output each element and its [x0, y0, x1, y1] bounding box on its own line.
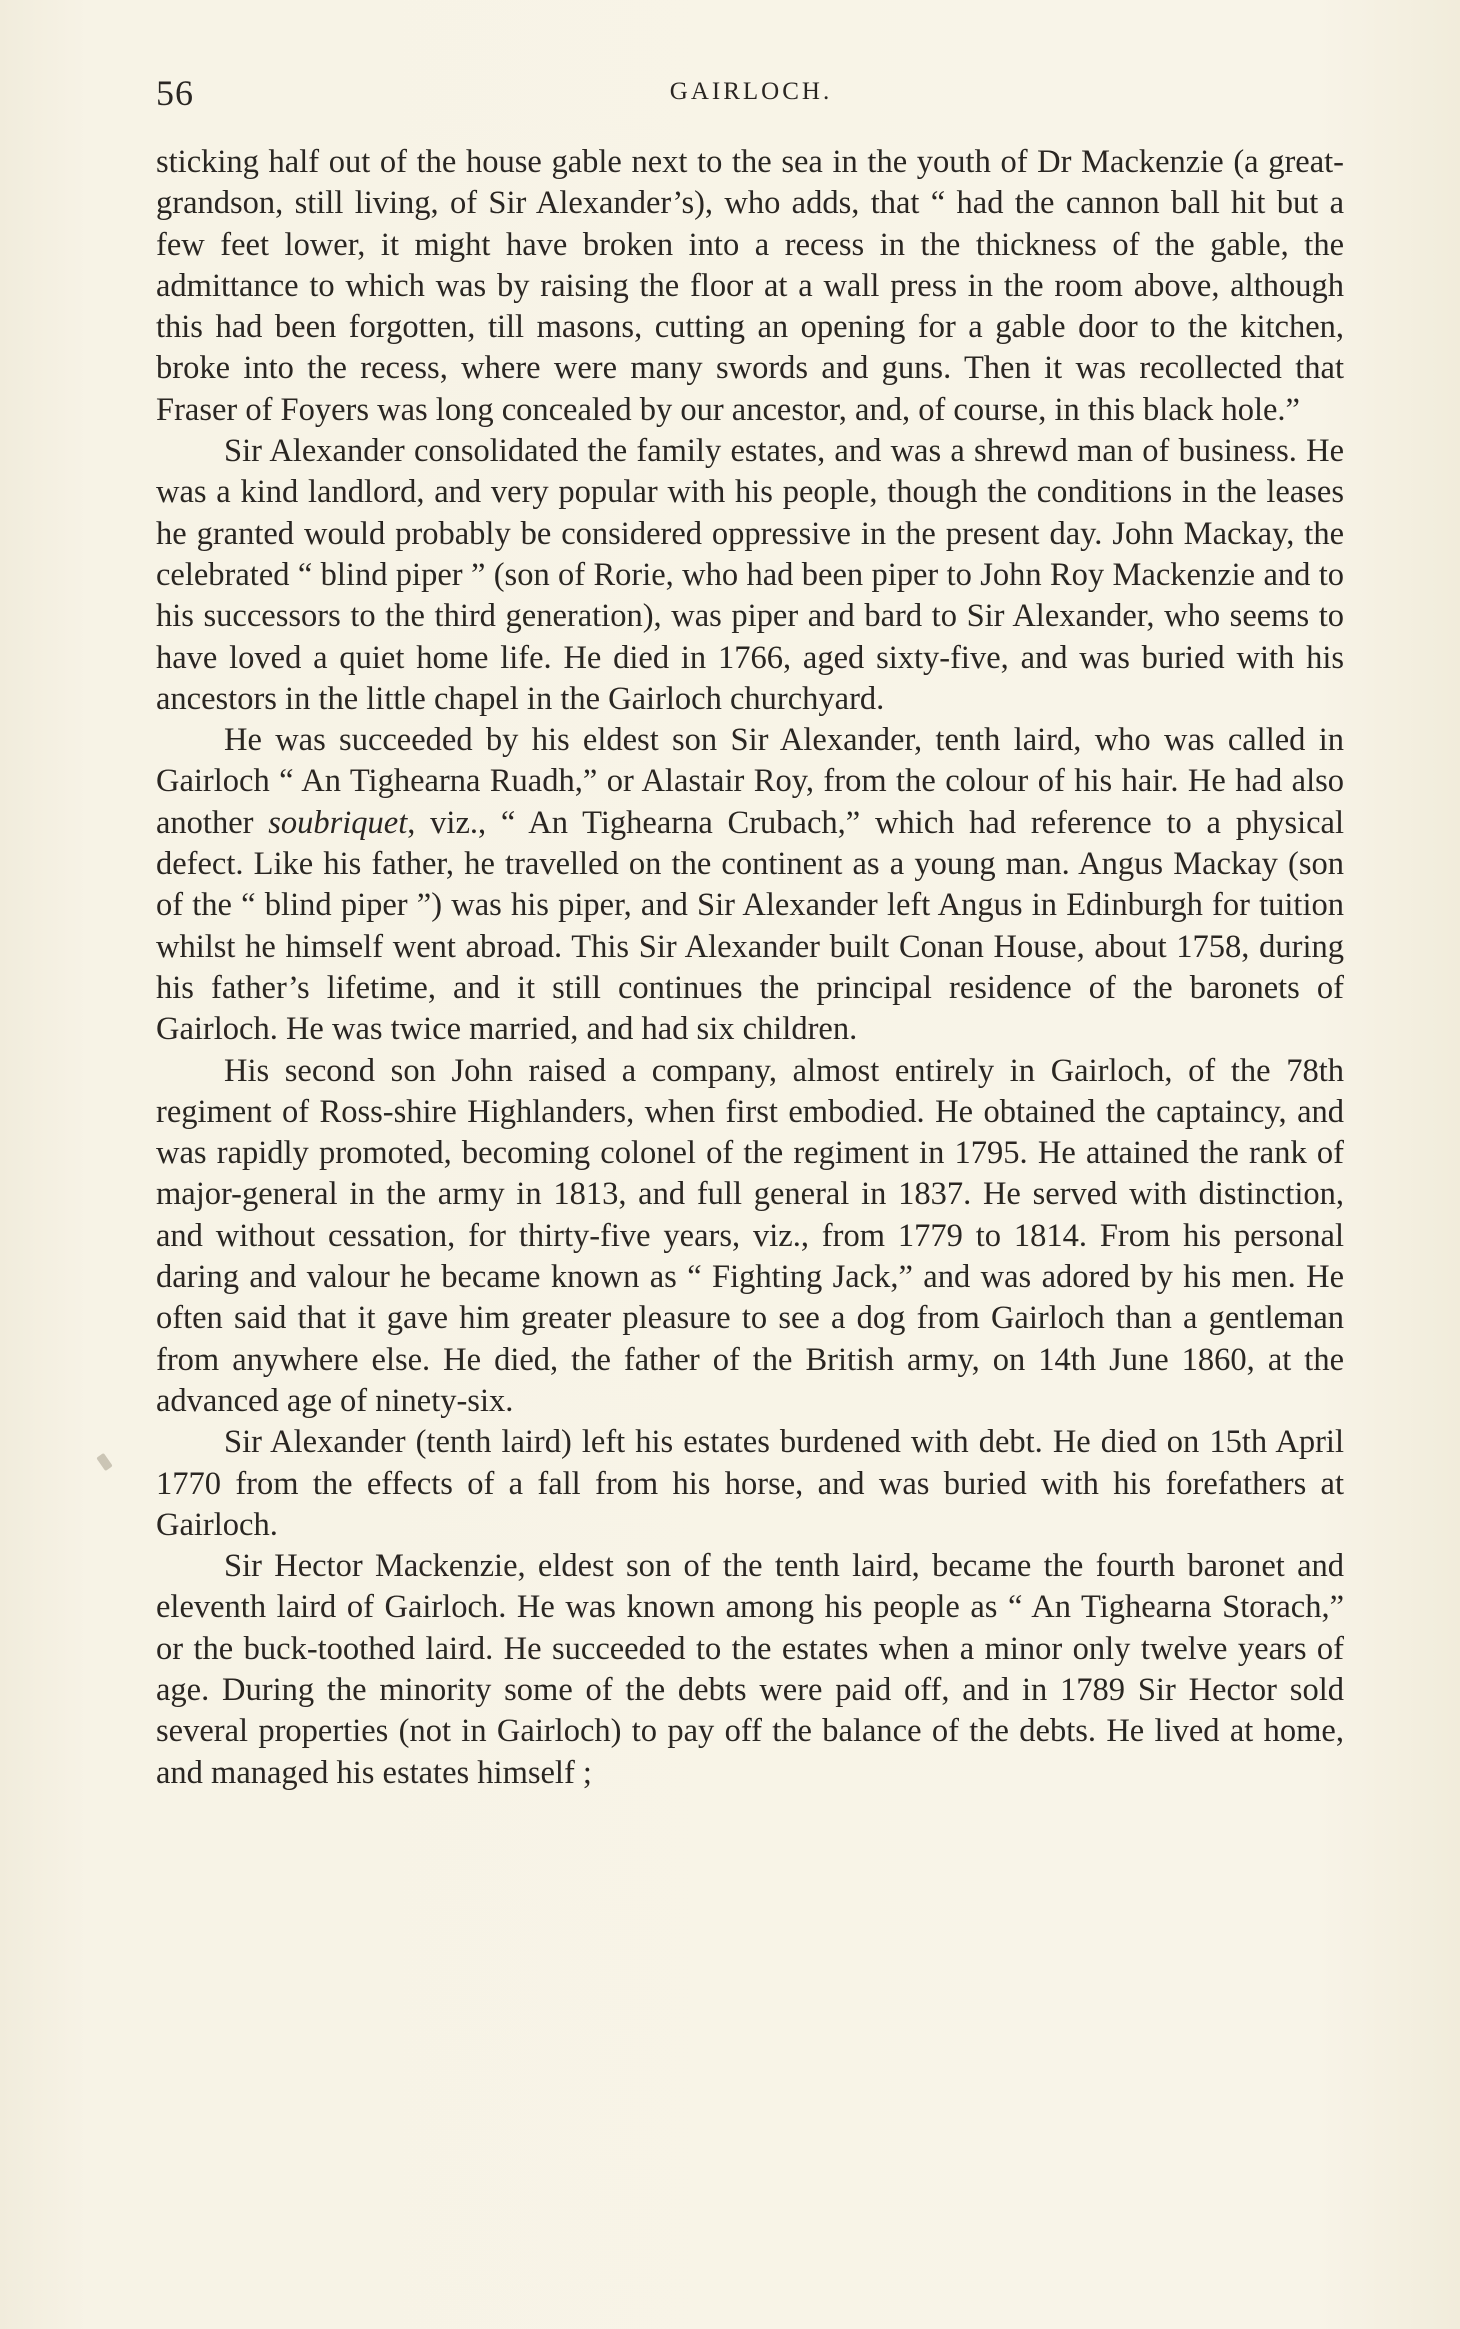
paragraph-continued: sticking half out of the house gable next to the sea in the youth of Dr Mackenzie (a great-grandson, still living, of Sir Alexander’s), who adds, that “ had the cannon ball hit but a few feet lower, it might have broken into a recess in the thickness of the gable, the admittance to which was by raising the floor at a wall press in the room above, although this had been forgotten, till masons, cutting an opening for a gable door to the kitchen, broke into the recess, where were many swords and guns. Then it was recollected that Fraser of Foyers was long concealed by our ancestor, and, of course, in this black hole.”: [156, 144, 1344, 428]
ink-speck: [96, 1453, 113, 1471]
paragraph: Sir Alexander (tenth laird) left his estates burdened with debt. He died on 15th April 1770 from the effects of a fall from his horse, and was buried with his forefathers at Gairloch.: [156, 1424, 1344, 1543]
italic-term: soubriquet: [268, 804, 408, 841]
page-number: 56: [156, 73, 194, 113]
body-text: [156, 142, 1344, 1794]
paragraph: Sir Hector Mackenzie, eldest son of the tenth laird, became the fourth baronet and eleventh laird of Gairloch. He was known among his people as “ An Tighearna Storach,” or the buck-toothed laird. He succeeded to the estates when a minor only twelve years of age. During the minority some of the debts were paid off, and in 1789 Sir Hector sold several properties (not in Gairloch) to pay off the balance of the debts. He lived at home, and managed his estates himself ;: [156, 1548, 1344, 1791]
page-header: [156, 72, 1346, 122]
paragraph: Sir Alexander consolidated the family estates, and was a shrewd man of business. He was a kind landlord, and very popular with his people, though the conditions in the leases he granted would probably be considered oppressive in the present day. John Mackay, the celebrated “ blind piper ” (son of Rorie, who had been piper to John Roy Mackenzie and to his successors to the third generation), was piper and bard to Sir Alexander, who seems to have loved a quiet home life. He died in 1766, aged sixty-five, and was buried with his ancestors in the little chapel in the Gairloch churchyard.: [156, 433, 1344, 717]
paragraph: He was succeeded by his eldest son Sir Alexander, tenth laird, who was called in Gairloch “ An Tighearna Ruadh,” or Alastair Roy, from the colour of his hair. He had also another soubriquet, viz., “ An Tighearna Crubach,” which had reference to a physical defect. Like his father, he travelled on the continent as a young man. Angus Mackay (son of the “ blind piper ”) was his piper, and Sir Alexander left Angus in Edinburgh for tuition whilst he himself went abroad. This Sir Alexander built Conan House, about 1758, during his father’s lifetime, and it still continues the principal residence of the baronets of Gairloch. He was twice married, and had six children.: [156, 722, 1345, 1048]
running-title: GAIRLOCH.: [669, 78, 833, 105]
paragraph: His second son John raised a company, almost entirely in Gairloch, of the 78th regiment of Ross-shire Highlanders, when first embodied. He obtained the captaincy, and was rapidly promoted, becoming colonel of the regiment in 1795. He attained the rank of major-general in the army in 1813, and full general in 1837. He served with distinction, and without cessation, for thirty-five years, viz., from 1779 to 1814. From his personal daring and valour he became known as “ Fighting Jack,” and was adored by his men. He often said that it gave him greater pleasure to see a dog from Gairloch than a gentleman from anywhere else. He died, the father of the British army, on 14th June 1860, at the advanced age of ninety-six.: [156, 1052, 1344, 1419]
